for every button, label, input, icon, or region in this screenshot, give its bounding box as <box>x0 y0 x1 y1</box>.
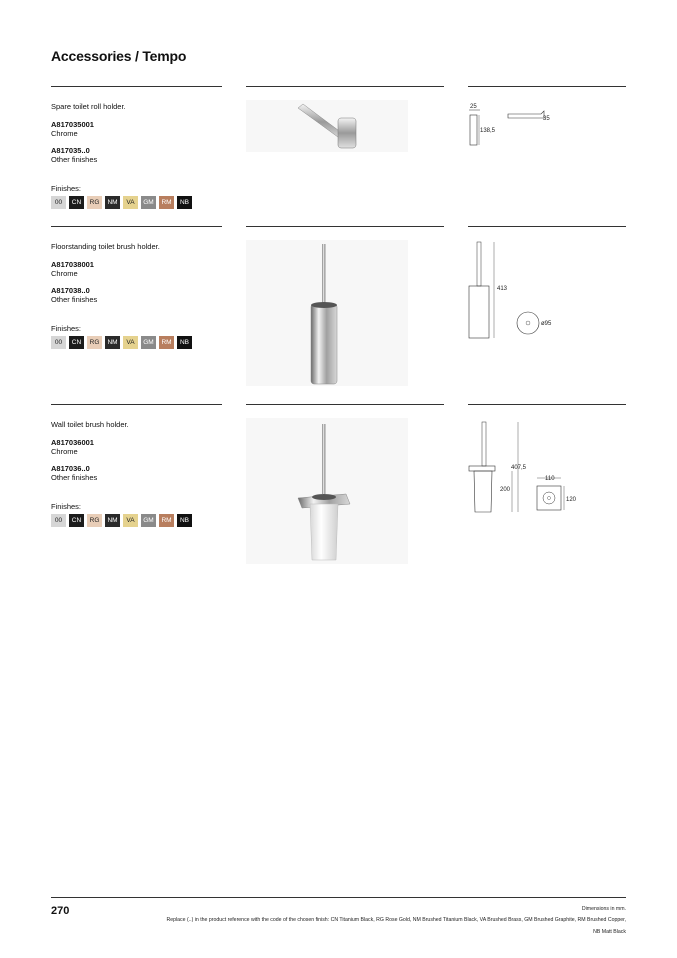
divider <box>468 404 626 405</box>
divider <box>468 86 626 87</box>
finish-swatch-va: VA <box>123 514 138 527</box>
dimension-label: 413 <box>497 286 508 292</box>
dimension-label: 407,5 <box>511 465 527 471</box>
divider <box>246 226 444 227</box>
finish-swatch-nb: NB <box>177 336 192 349</box>
finish-swatch-rg: RG <box>87 196 102 209</box>
finish-swatch-gm: GM <box>141 196 156 209</box>
product-code-chrome: A817035001 <box>51 120 94 129</box>
finish-swatch-rm: RM <box>159 336 174 349</box>
finish-swatch-rg: RG <box>87 514 102 527</box>
dimensions-note: Dimensions in mm. <box>581 906 626 912</box>
finish-swatches <box>51 196 221 209</box>
finish-swatch-gm: GM <box>141 514 156 527</box>
finish-swatch-va: VA <box>123 196 138 209</box>
finish-swatch-nb: NB <box>177 514 192 527</box>
product-photo-floor-brush <box>246 240 408 386</box>
product-finish-other: Other finishes <box>51 295 98 304</box>
technical-drawing-roll-holder <box>466 100 556 150</box>
finish-swatch-rg: RG <box>87 336 102 349</box>
finish-swatch-cn: CN <box>69 514 84 527</box>
finishes-label: Finishes: <box>51 184 82 193</box>
divider <box>51 404 222 405</box>
finish-swatch-00: 00 <box>51 196 66 209</box>
finish-swatch-cn: CN <box>69 196 84 209</box>
page-title: Accessories / Tempo <box>51 48 187 64</box>
finish-swatch-gm: GM <box>141 336 156 349</box>
finishes-label: Finishes: <box>51 502 82 511</box>
divider <box>51 226 222 227</box>
technical-drawing-wall-brush <box>466 418 581 518</box>
finishes-label: Finishes: <box>51 324 82 333</box>
finish-swatch-nm: NM <box>105 514 120 527</box>
product-code-other: A817038..0 <box>51 286 90 295</box>
product-info <box>51 102 221 209</box>
dimension-label: 120 <box>566 497 577 503</box>
finish-swatch-nm: NM <box>105 196 120 209</box>
divider <box>51 86 222 87</box>
product-code-chrome: A817038001 <box>51 260 94 269</box>
dimension-label: 110 <box>545 476 555 482</box>
product-info <box>51 242 221 349</box>
product-code-other: A817036..0 <box>51 464 90 473</box>
product-code-other: A817035..0 <box>51 146 90 155</box>
finish-swatch-00: 00 <box>51 336 66 349</box>
replace-note-continued: NB Matt Black <box>593 929 626 935</box>
finish-swatches <box>51 514 221 527</box>
finish-swatch-00: 00 <box>51 514 66 527</box>
divider <box>246 404 444 405</box>
product-info <box>51 420 221 527</box>
product-description: Spare toilet roll holder. <box>51 102 126 111</box>
dimension-label: 200 <box>500 487 511 493</box>
finish-swatch-cn: CN <box>69 336 84 349</box>
product-finish-chrome: Chrome <box>51 447 78 456</box>
dimension-label: 25 <box>470 104 477 110</box>
finish-swatch-va: VA <box>123 336 138 349</box>
dimension-label: 138,5 <box>480 128 496 134</box>
product-photo-wall-brush <box>246 418 408 564</box>
divider <box>246 86 444 87</box>
product-photo-roll-holder <box>246 100 408 152</box>
page-number: 270 <box>51 905 70 917</box>
finish-swatch-rm: RM <box>159 514 174 527</box>
finish-swatches <box>51 336 221 349</box>
footer-divider <box>51 897 626 898</box>
product-description: Floorstanding toilet brush holder. <box>51 242 160 251</box>
technical-drawing-floor-brush <box>466 240 566 340</box>
dimension-label: ø95 <box>541 321 552 327</box>
product-finish-other: Other finishes <box>51 473 98 482</box>
finish-swatch-nm: NM <box>105 336 120 349</box>
finish-swatch-rm: RM <box>159 196 174 209</box>
product-description: Wall toilet brush holder. <box>51 420 129 429</box>
replace-note: Replace (..) in the product reference with the code of the chosen finish: CN Titanium Black, RG Rose Gold, NM Brushed Titanium Black, VA Brushed Brass, GM Brushed Graphite, RM Brushed Copper, <box>166 917 626 923</box>
divider <box>468 226 626 227</box>
dimension-label: 35 <box>543 116 550 122</box>
product-finish-chrome: Chrome <box>51 269 78 278</box>
product-finish-other: Other finishes <box>51 155 98 164</box>
product-finish-chrome: Chrome <box>51 129 78 138</box>
product-code-chrome: A817036001 <box>51 438 94 447</box>
finish-swatch-nb: NB <box>177 196 192 209</box>
